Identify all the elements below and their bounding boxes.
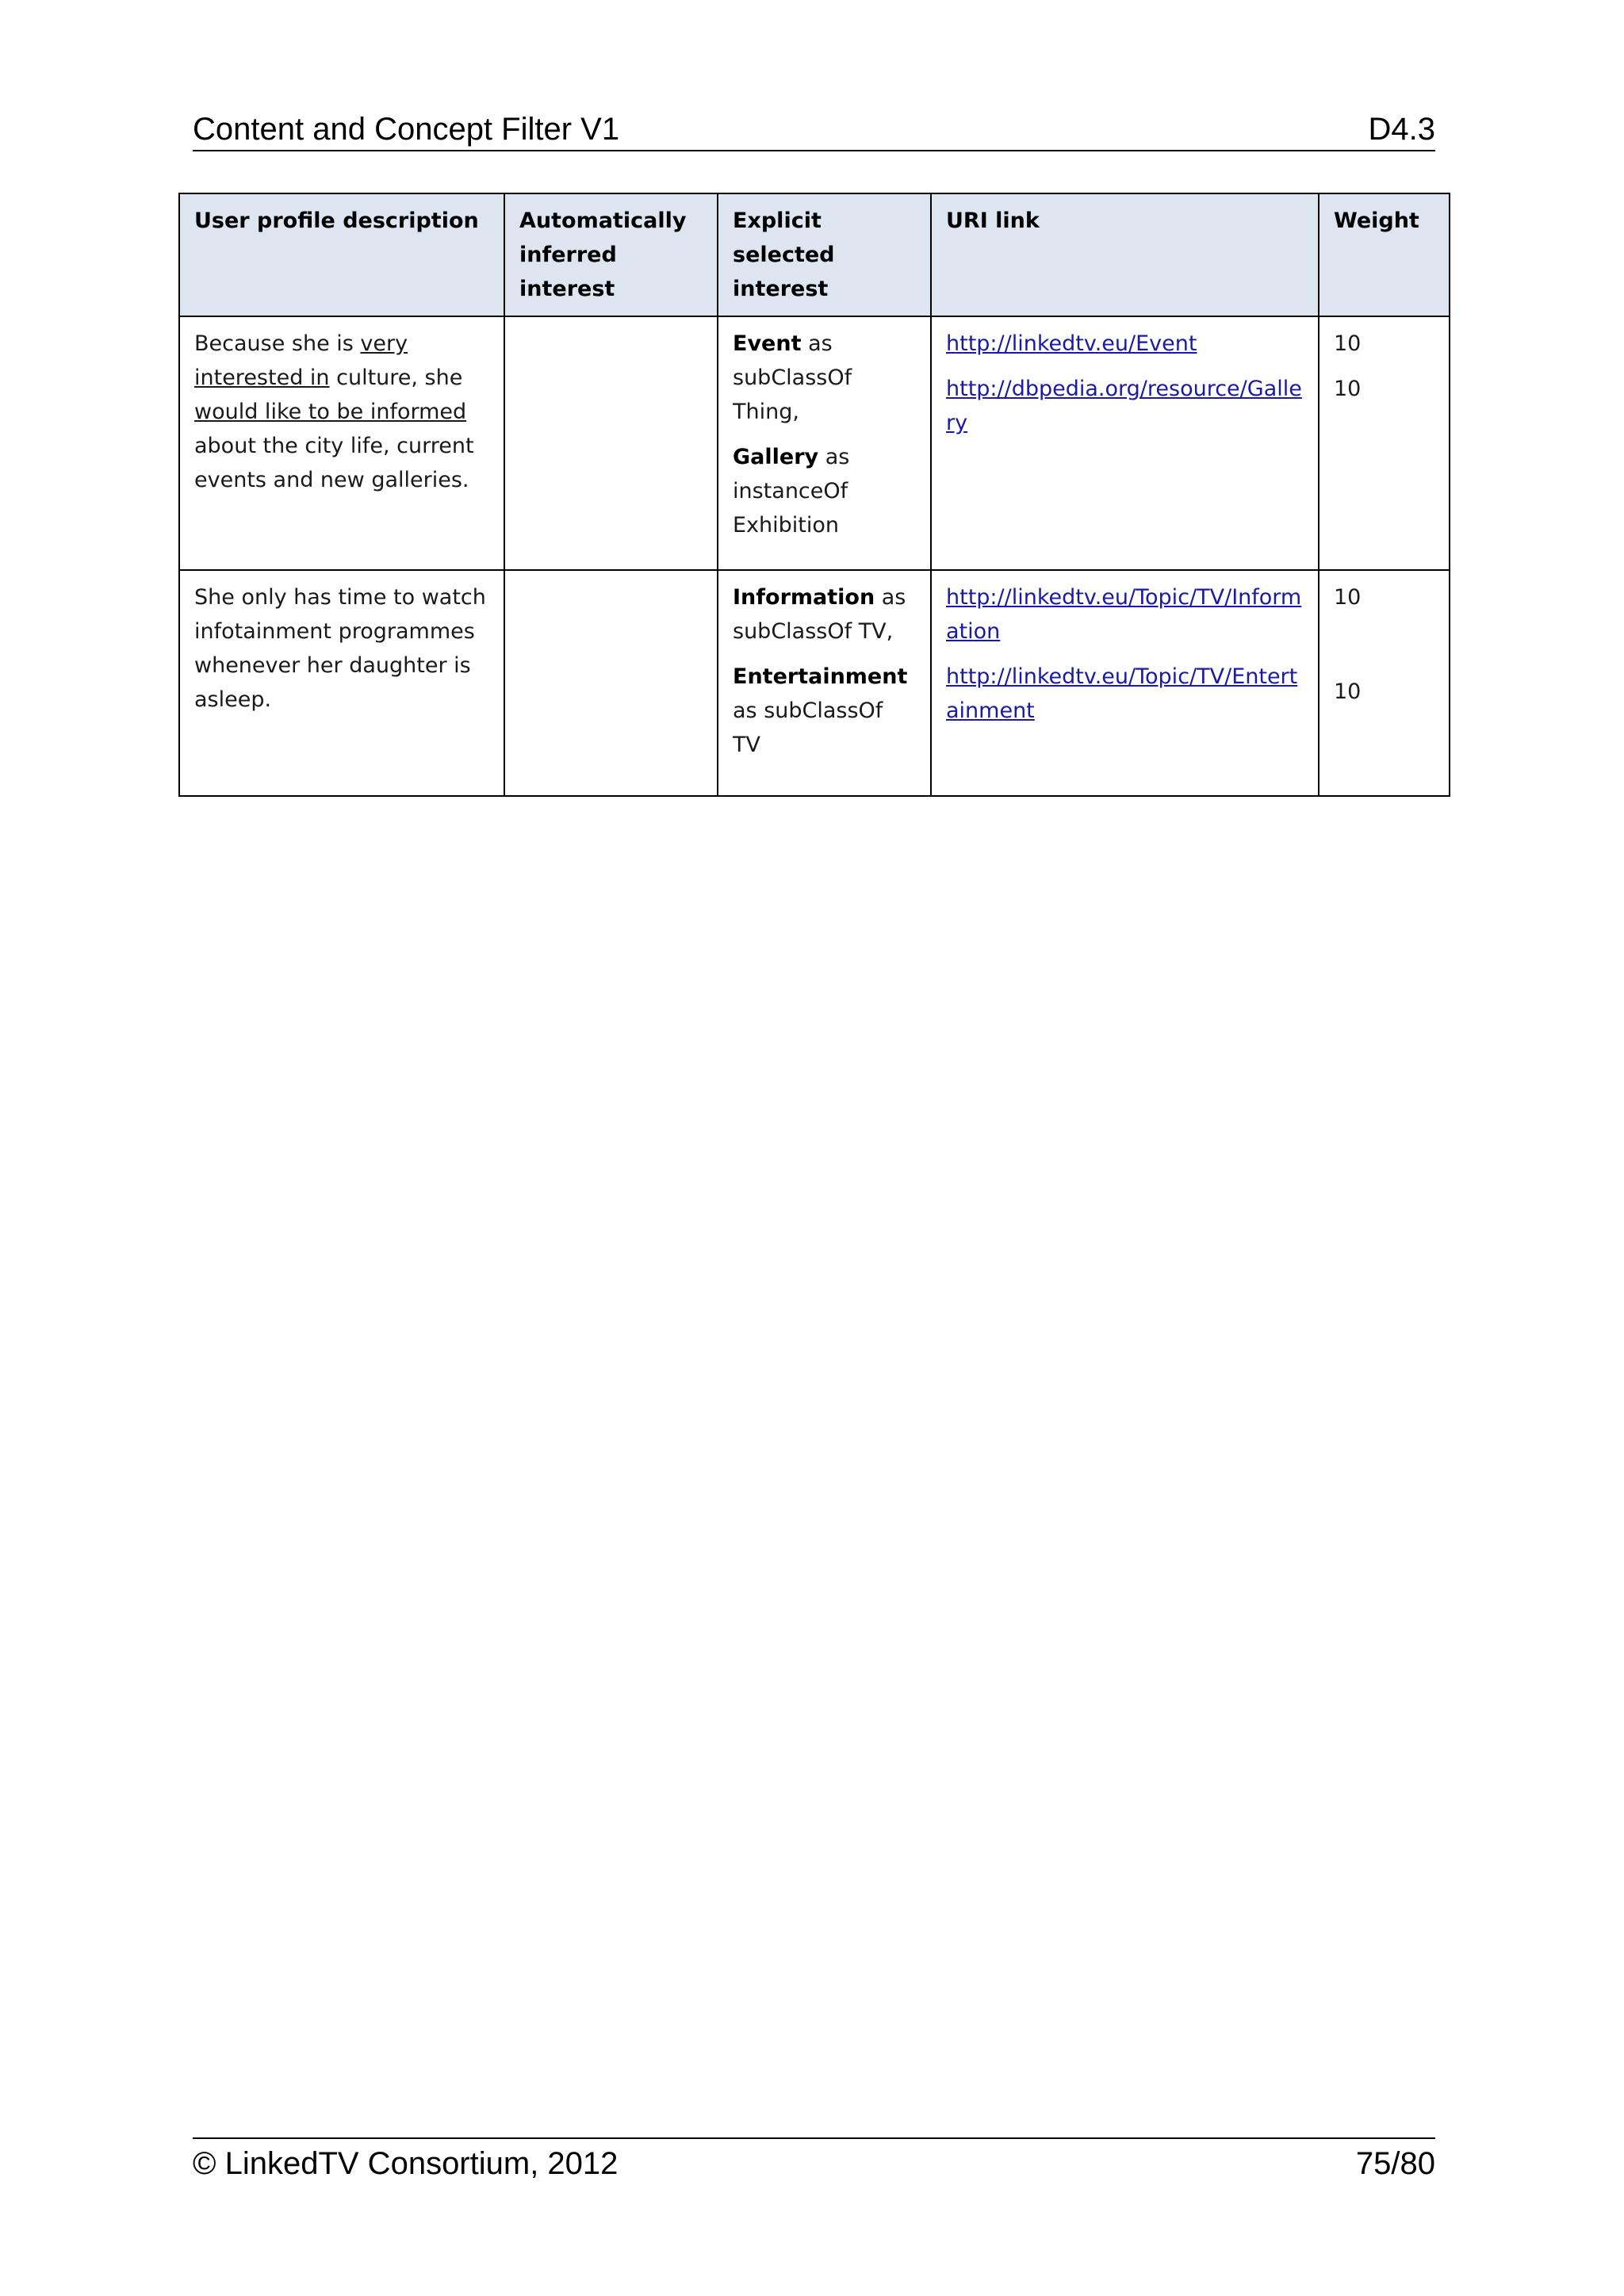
interest-relation: as subClassOf Thing, — [733, 331, 852, 424]
description-cell: She only has time to watch infotainment programmes whenever her daughter is asleep. — [179, 570, 504, 796]
uri-link[interactable]: http://linkedtv.eu/Event — [946, 331, 1197, 356]
uri-link[interactable]: http://dbpedia.org/resource/Gallery — [946, 377, 1302, 435]
weight-value: 10 — [1334, 331, 1362, 356]
interest-relation: as subClassOf TV — [733, 698, 883, 757]
column-header-weight: Weight — [1319, 193, 1450, 316]
explicit-interest-cell — [718, 316, 931, 570]
interest-entry — [733, 660, 916, 762]
uri-link[interactable]: http://linkedtv.eu/Topic/TV/Information — [946, 585, 1302, 644]
column-header-description: User profile description — [179, 193, 504, 316]
explicit-interest-cell — [718, 570, 931, 796]
interest-entry — [733, 580, 916, 649]
interest-entry — [733, 440, 916, 542]
copyright-notice: © LinkedTV Consortium, 2012 — [193, 2146, 619, 2181]
uri-cell — [931, 316, 1319, 570]
user-profile-table — [178, 193, 1450, 797]
table-header-row — [179, 193, 1450, 316]
weight-value: 10 — [1334, 585, 1362, 610]
interest-entry — [733, 327, 916, 429]
interest-term: Gallery — [733, 445, 819, 469]
interest-relation: as subClassOf TV, — [733, 585, 906, 644]
interest-relation: as instanceOf Exhibition — [733, 445, 850, 538]
description-cell — [179, 316, 504, 570]
underlined-phrase: very interested in — [194, 331, 408, 390]
column-header-uri: URI link — [931, 193, 1319, 316]
weight-cell — [1319, 570, 1450, 796]
inferred-interest-cell — [504, 316, 718, 570]
interest-term: Entertainment — [733, 664, 908, 689]
uri-cell — [931, 570, 1319, 796]
document-id: D4.3 — [1368, 112, 1435, 147]
table-row — [179, 316, 1450, 570]
document-title: Content and Concept Filter V1 — [193, 112, 620, 147]
interest-term: Event — [733, 331, 802, 356]
page-footer — [193, 2137, 1435, 2182]
column-header-explicit: Explicit selected interest — [718, 193, 931, 316]
page-number: 75/80 — [1355, 2146, 1435, 2181]
description-text: culture, she — [329, 365, 463, 390]
description-text: Because she is — [194, 331, 361, 356]
page-header — [193, 107, 1435, 151]
column-header-inferred: Automatically inferred interest — [504, 193, 718, 316]
interest-term: Information — [733, 585, 875, 610]
weight-value: 10 — [1334, 679, 1362, 704]
weight-cell — [1319, 316, 1450, 570]
underlined-phrase: would like to be informed — [194, 400, 467, 424]
table-row — [179, 570, 1450, 796]
description-text: about the city life, current events and new galleries. — [194, 434, 474, 492]
uri-link[interactable]: http://linkedtv.eu/Topic/TV/Entertainment — [946, 664, 1298, 723]
inferred-interest-cell — [504, 570, 718, 796]
weight-value: 10 — [1334, 377, 1362, 401]
